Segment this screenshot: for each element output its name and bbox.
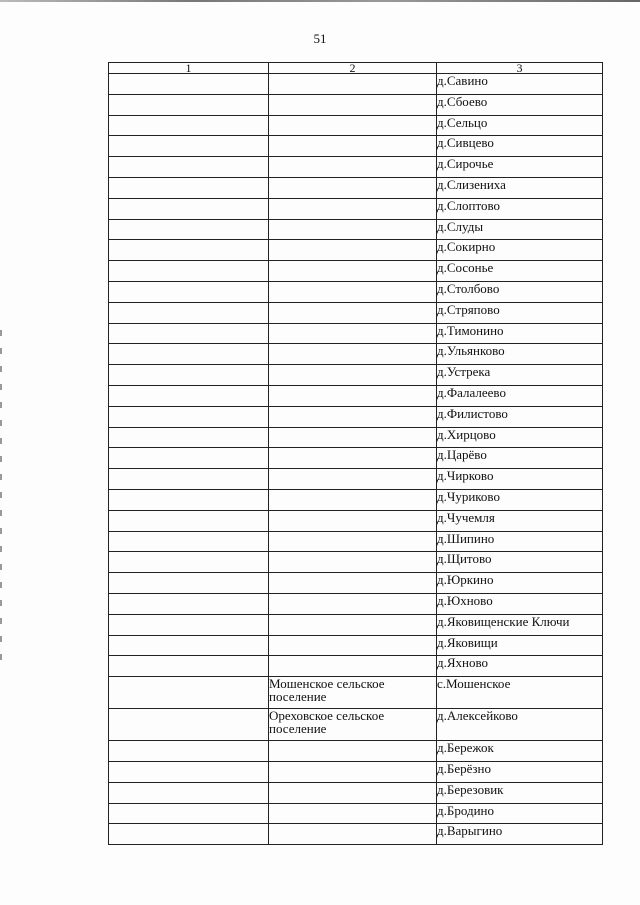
district-cell: [109, 761, 269, 782]
district-cell: [109, 469, 269, 490]
settlement-cell: д.Яковищенские Ключи: [437, 614, 603, 635]
settlement-cell: д.Яковищи: [437, 635, 603, 656]
table-row: [109, 177, 603, 198]
municipality-cell: [269, 782, 437, 803]
settlement-cell: д.Яхново: [437, 656, 603, 677]
municipality-cell: [269, 365, 437, 386]
settlement-cell: д.Березовик: [437, 782, 603, 803]
table-row: [109, 344, 603, 365]
district-cell: [109, 614, 269, 635]
page-number: 51: [313, 31, 327, 46]
scan-margin-marks: [0, 330, 2, 660]
table-row: [109, 469, 603, 490]
district-cell: [109, 198, 269, 219]
settlement-cell: д.Слуды: [437, 219, 603, 240]
settlement-cell: д.Хирцово: [437, 427, 603, 448]
table-body: [109, 63, 603, 845]
table-row: [109, 593, 603, 614]
district-cell: [109, 219, 269, 240]
table-row: [109, 552, 603, 573]
settlement-cell: с.Мошенское: [437, 677, 603, 709]
table-row: [109, 94, 603, 115]
table-row: [109, 677, 603, 709]
column-header-1: 1: [109, 63, 269, 74]
table-row: [109, 261, 603, 282]
district-cell: [109, 74, 269, 95]
table-row: [109, 782, 603, 803]
settlement-cell: д.Филистово: [437, 406, 603, 427]
table-row: [109, 614, 603, 635]
district-cell: [109, 489, 269, 510]
district-cell: [109, 240, 269, 261]
district-cell: [109, 365, 269, 386]
settlement-cell: д.Алексейково: [437, 709, 603, 741]
district-cell: [109, 531, 269, 552]
district-cell: [109, 709, 269, 741]
municipality-cell: [269, 573, 437, 594]
municipality-cell: [269, 261, 437, 282]
municipality-cell: Ореховское сельское поселение: [269, 709, 437, 741]
municipality-cell: [269, 157, 437, 178]
municipality-cell: [269, 406, 437, 427]
settlement-cell: д.Чирково: [437, 469, 603, 490]
district-cell: [109, 448, 269, 469]
municipality-cell: [269, 741, 437, 762]
table-header-row: [109, 63, 603, 74]
scan-edge-line: [0, 0, 640, 2]
table-row: [109, 406, 603, 427]
table-row: [109, 635, 603, 656]
table-row: [109, 115, 603, 136]
settlement-cell: д.Устрека: [437, 365, 603, 386]
settlement-cell: д.Берёзно: [437, 761, 603, 782]
table-row: [109, 302, 603, 323]
district-cell: [109, 323, 269, 344]
district-cell: [109, 510, 269, 531]
district-cell: [109, 177, 269, 198]
settlement-cell: д.Сельцо: [437, 115, 603, 136]
table-row: [109, 385, 603, 406]
settlement-cell: д.Стряпово: [437, 302, 603, 323]
municipality-cell: [269, 489, 437, 510]
municipality-cell: [269, 656, 437, 677]
table-row: [109, 709, 603, 741]
table-row: [109, 761, 603, 782]
district-cell: [109, 261, 269, 282]
district-cell: [109, 344, 269, 365]
column-header-3: 3: [437, 63, 603, 74]
settlement-cell: д.Слизениха: [437, 177, 603, 198]
district-cell: [109, 552, 269, 573]
settlement-cell: д.Щитово: [437, 552, 603, 573]
settlement-cell: д.Царёво: [437, 448, 603, 469]
settlement-cell: д.Сбоево: [437, 94, 603, 115]
municipality-cell: [269, 803, 437, 824]
table-row: [109, 573, 603, 594]
municipality-cell: [269, 427, 437, 448]
district-cell: [109, 385, 269, 406]
table-row: [109, 448, 603, 469]
municipality-cell: [269, 510, 437, 531]
municipality-cell: [269, 115, 437, 136]
municipality-cell: [269, 593, 437, 614]
settlement-cell: д.Юркино: [437, 573, 603, 594]
table-row: [109, 198, 603, 219]
district-cell: [109, 427, 269, 448]
settlement-cell: д.Сокирно: [437, 240, 603, 261]
district-cell: [109, 635, 269, 656]
table-row: [109, 136, 603, 157]
municipality-cell: [269, 302, 437, 323]
district-cell: [109, 406, 269, 427]
district-cell: [109, 281, 269, 302]
table-row: [109, 803, 603, 824]
municipality-cell: [269, 614, 437, 635]
table-row: [109, 281, 603, 302]
settlement-cell: д.Сосонье: [437, 261, 603, 282]
settlement-cell: д.Тимонино: [437, 323, 603, 344]
municipality-cell: [269, 469, 437, 490]
district-cell: [109, 302, 269, 323]
table-row: [109, 157, 603, 178]
settlement-cell: д.Савино: [437, 74, 603, 95]
settlement-cell: д.Ульянково: [437, 344, 603, 365]
district-cell: [109, 157, 269, 178]
settlement-cell: д.Шипино: [437, 531, 603, 552]
settlements-table: [108, 62, 603, 845]
district-cell: [109, 593, 269, 614]
settlement-cell: д.Юхново: [437, 593, 603, 614]
settlement-cell: д.Варыгино: [437, 824, 603, 845]
municipality-cell: [269, 177, 437, 198]
municipality-cell: [269, 824, 437, 845]
municipality-cell: [269, 385, 437, 406]
settlement-cell: д.Столбово: [437, 281, 603, 302]
settlement-cell: д.Сивцево: [437, 136, 603, 157]
settlement-cell: д.Фалалеево: [437, 385, 603, 406]
table-row: [109, 510, 603, 531]
settlement-cell: д.Чучемля: [437, 510, 603, 531]
settlement-cell: д.Бродино: [437, 803, 603, 824]
municipality-cell: [269, 635, 437, 656]
table-row: [109, 427, 603, 448]
district-cell: [109, 803, 269, 824]
municipality-cell: [269, 552, 437, 573]
municipality-cell: [269, 344, 437, 365]
table-row: [109, 365, 603, 386]
municipality-cell: [269, 240, 437, 261]
settlement-cell: д.Бережок: [437, 741, 603, 762]
municipality-cell: [269, 281, 437, 302]
table-row: [109, 323, 603, 344]
settlement-cell: д.Чуриково: [437, 489, 603, 510]
district-cell: [109, 656, 269, 677]
table-row: [109, 74, 603, 95]
municipality-cell: [269, 323, 437, 344]
municipality-cell: [269, 94, 437, 115]
district-cell: [109, 573, 269, 594]
municipality-cell: [269, 448, 437, 469]
table-row: [109, 531, 603, 552]
municipality-cell: [269, 74, 437, 95]
table-row: [109, 741, 603, 762]
table-row: [109, 240, 603, 261]
municipality-cell: [269, 136, 437, 157]
municipality-cell: Мошенское сельское поселение: [269, 677, 437, 709]
settlement-cell: д.Слоптово: [437, 198, 603, 219]
district-cell: [109, 115, 269, 136]
district-cell: [109, 136, 269, 157]
table-row: [109, 219, 603, 240]
table-row: [109, 489, 603, 510]
district-cell: [109, 94, 269, 115]
district-cell: [109, 824, 269, 845]
table-row: [109, 824, 603, 845]
district-cell: [109, 677, 269, 709]
table-row: [109, 656, 603, 677]
municipality-cell: [269, 531, 437, 552]
municipality-cell: [269, 761, 437, 782]
district-cell: [109, 782, 269, 803]
district-cell: [109, 741, 269, 762]
municipality-cell: [269, 198, 437, 219]
settlement-cell: д.Сирочье: [437, 157, 603, 178]
column-header-2: 2: [269, 63, 437, 74]
municipality-cell: [269, 219, 437, 240]
